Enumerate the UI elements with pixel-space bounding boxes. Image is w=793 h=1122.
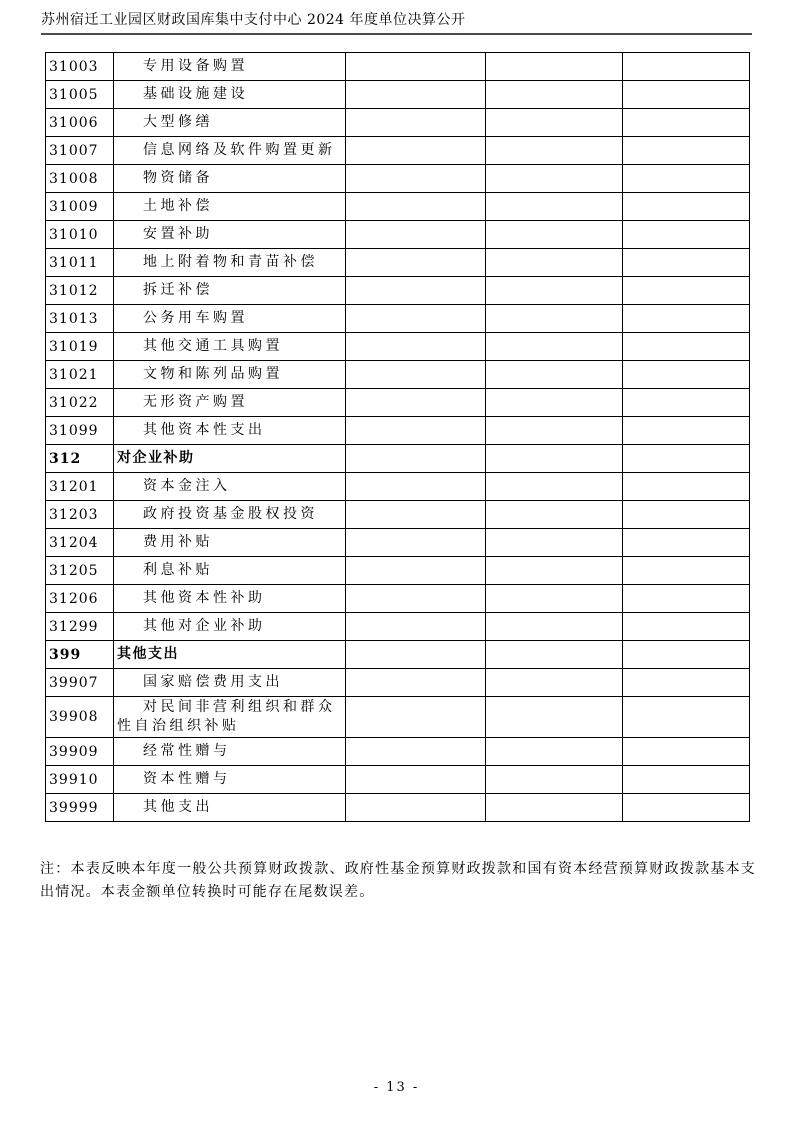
- row-code: 31012: [46, 277, 114, 305]
- table-row: [46, 389, 750, 417]
- row-value-cell: [623, 81, 750, 109]
- row-code: 31203: [46, 501, 114, 529]
- table-row: [46, 137, 750, 165]
- row-name: 其他资本性支出: [114, 417, 346, 445]
- row-value-cell: [346, 193, 486, 221]
- row-name: 专用设备购置: [114, 53, 346, 81]
- row-value-cell: [623, 529, 750, 557]
- table-row: [46, 669, 750, 697]
- row-value-cell: [623, 389, 750, 417]
- row-name: 资本性赠与: [114, 766, 346, 794]
- row-value-cell: [486, 766, 623, 794]
- row-name: 无形资产购置: [114, 389, 346, 417]
- row-code: 39908: [46, 697, 114, 738]
- row-code: 399: [46, 641, 114, 669]
- table-row: [46, 738, 750, 766]
- row-value-cell: [486, 417, 623, 445]
- row-value-cell: [623, 333, 750, 361]
- row-value-cell: [486, 641, 623, 669]
- row-name: 其他交通工具购置: [114, 333, 346, 361]
- row-code: 312: [46, 445, 114, 473]
- row-code: 31003: [46, 53, 114, 81]
- row-value-cell: [623, 361, 750, 389]
- table-row: [46, 641, 750, 669]
- table-row: [46, 794, 750, 822]
- row-value-cell: [486, 445, 623, 473]
- row-code: 31021: [46, 361, 114, 389]
- row-value-cell: [623, 501, 750, 529]
- row-value-cell: [486, 794, 623, 822]
- row-value-cell: [623, 641, 750, 669]
- row-value-cell: [623, 473, 750, 501]
- row-value-cell: [346, 81, 486, 109]
- row-code: 31201: [46, 473, 114, 501]
- row-value-cell: [346, 53, 486, 81]
- row-code: 39910: [46, 766, 114, 794]
- row-code: 31206: [46, 585, 114, 613]
- row-value-cell: [346, 529, 486, 557]
- row-value-cell: [486, 249, 623, 277]
- row-value-cell: [623, 137, 750, 165]
- table-row: [46, 445, 750, 473]
- row-code: 31205: [46, 557, 114, 585]
- row-name: 其他对企业补助: [114, 613, 346, 641]
- row-value-cell: [623, 165, 750, 193]
- row-value-cell: [623, 738, 750, 766]
- row-code: 31099: [46, 417, 114, 445]
- row-value-cell: [486, 81, 623, 109]
- row-code: 31019: [46, 333, 114, 361]
- row-name: 利息补贴: [114, 557, 346, 585]
- row-name: 信息网络及软件购置更新: [114, 137, 346, 165]
- row-value-cell: [346, 417, 486, 445]
- row-value-cell: [346, 766, 486, 794]
- row-name: 其他资本性补助: [114, 585, 346, 613]
- row-value-cell: [346, 277, 486, 305]
- row-value-cell: [486, 585, 623, 613]
- row-value-cell: [486, 305, 623, 333]
- row-name: 基础设施建设: [114, 81, 346, 109]
- row-code: 31010: [46, 221, 114, 249]
- row-name: 其他支出: [114, 794, 346, 822]
- row-value-cell: [346, 165, 486, 193]
- row-value-cell: [623, 277, 750, 305]
- row-value-cell: [623, 445, 750, 473]
- row-value-cell: [346, 794, 486, 822]
- table-row: [46, 417, 750, 445]
- row-value-cell: [346, 389, 486, 417]
- row-value-cell: [623, 557, 750, 585]
- row-code: 31009: [46, 193, 114, 221]
- table-body: [46, 53, 750, 822]
- row-name: 政府投资基金股权投资: [114, 501, 346, 529]
- row-value-cell: [486, 137, 623, 165]
- row-value-cell: [486, 333, 623, 361]
- row-code: 31022: [46, 389, 114, 417]
- row-value-cell: [623, 697, 750, 738]
- row-value-cell: [346, 137, 486, 165]
- row-value-cell: [486, 557, 623, 585]
- table-row: [46, 557, 750, 585]
- row-value-cell: [346, 641, 486, 669]
- row-name: 公务用车购置: [114, 305, 346, 333]
- row-name: 地上附着物和青苗补偿: [114, 249, 346, 277]
- table-row: [46, 277, 750, 305]
- row-name: 国家赔偿费用支出: [114, 669, 346, 697]
- table-row: [46, 53, 750, 81]
- row-value-cell: [346, 697, 486, 738]
- table-row: [46, 585, 750, 613]
- row-value-cell: [623, 305, 750, 333]
- table-row: [46, 109, 750, 137]
- row-value-cell: [486, 389, 623, 417]
- row-code: 31013: [46, 305, 114, 333]
- row-value-cell: [346, 557, 486, 585]
- table-row: [46, 697, 750, 738]
- row-code: 39999: [46, 794, 114, 822]
- row-name: 拆迁补偿: [114, 277, 346, 305]
- row-value-cell: [623, 585, 750, 613]
- row-value-cell: [623, 109, 750, 137]
- row-value-cell: [486, 501, 623, 529]
- row-code: 31006: [46, 109, 114, 137]
- row-value-cell: [486, 613, 623, 641]
- table-row: [46, 333, 750, 361]
- row-value-cell: [346, 445, 486, 473]
- row-value-cell: [486, 53, 623, 81]
- row-value-cell: [486, 473, 623, 501]
- row-name: 安置补助: [114, 221, 346, 249]
- row-value-cell: [346, 473, 486, 501]
- row-value-cell: [346, 109, 486, 137]
- row-value-cell: [486, 277, 623, 305]
- table-row: [46, 221, 750, 249]
- row-value-cell: [346, 669, 486, 697]
- row-value-cell: [346, 305, 486, 333]
- row-name: 资本金注入: [114, 473, 346, 501]
- table-footnote: 注：本表反映本年度一般公共预算财政拨款、政府性基金预算财政拨款和国有资本经营预算财政拨款基本支出情况。本表金额单位转换时可能存在尾数误差。: [40, 861, 756, 900]
- row-code: 39907: [46, 669, 114, 697]
- row-value-cell: [623, 669, 750, 697]
- table-row: [46, 193, 750, 221]
- page-number: - 13 -: [373, 1080, 420, 1095]
- row-code: 31299: [46, 613, 114, 641]
- row-value-cell: [623, 249, 750, 277]
- row-value-cell: [346, 738, 486, 766]
- row-value-cell: [486, 109, 623, 137]
- row-value-cell: [623, 53, 750, 81]
- row-name: 其他支出: [114, 641, 346, 669]
- row-value-cell: [623, 193, 750, 221]
- row-code: 31007: [46, 137, 114, 165]
- row-value-cell: [623, 417, 750, 445]
- row-code: 31005: [46, 81, 114, 109]
- row-value-cell: [486, 221, 623, 249]
- row-value-cell: [486, 193, 623, 221]
- row-value-cell: [346, 333, 486, 361]
- row-name: 大型修缮: [114, 109, 346, 137]
- table-row: [46, 249, 750, 277]
- row-name: 费用补贴: [114, 529, 346, 557]
- table-row: [46, 613, 750, 641]
- row-value-cell: [346, 361, 486, 389]
- row-value-cell: [623, 613, 750, 641]
- document-title: 苏州宿迁工业园区财政国库集中支付中心 2024 年度单位决算公开: [41, 11, 752, 35]
- row-value-cell: [346, 249, 486, 277]
- row-code: 31008: [46, 165, 114, 193]
- row-value-cell: [486, 165, 623, 193]
- table-row: [46, 529, 750, 557]
- row-value-cell: [486, 361, 623, 389]
- row-name: 物资储备: [114, 165, 346, 193]
- expenditure-classification-table: [45, 52, 750, 822]
- table-row: [46, 305, 750, 333]
- row-value-cell: [486, 738, 623, 766]
- row-code: 31011: [46, 249, 114, 277]
- row-value-cell: [486, 697, 623, 738]
- row-value-cell: [346, 501, 486, 529]
- row-value-cell: [486, 669, 623, 697]
- row-value-cell: [623, 766, 750, 794]
- table-row: [46, 766, 750, 794]
- row-name: 对企业补助: [114, 445, 346, 473]
- row-name: 土地补偿: [114, 193, 346, 221]
- row-value-cell: [623, 794, 750, 822]
- row-value-cell: [486, 529, 623, 557]
- table-row: [46, 81, 750, 109]
- table-row: [46, 165, 750, 193]
- table-row: [46, 501, 750, 529]
- row-value-cell: [346, 585, 486, 613]
- row-value-cell: [346, 221, 486, 249]
- row-code: 31204: [46, 529, 114, 557]
- row-name: 文物和陈列品购置: [114, 361, 346, 389]
- row-code: 39909: [46, 738, 114, 766]
- row-value-cell: [623, 221, 750, 249]
- row-value-cell: [346, 613, 486, 641]
- row-name: 经常性赠与: [114, 738, 346, 766]
- row-name: 对民间非营利组织和群众性自治组织补贴: [114, 697, 346, 738]
- table-row: [46, 473, 750, 501]
- table-row: [46, 361, 750, 389]
